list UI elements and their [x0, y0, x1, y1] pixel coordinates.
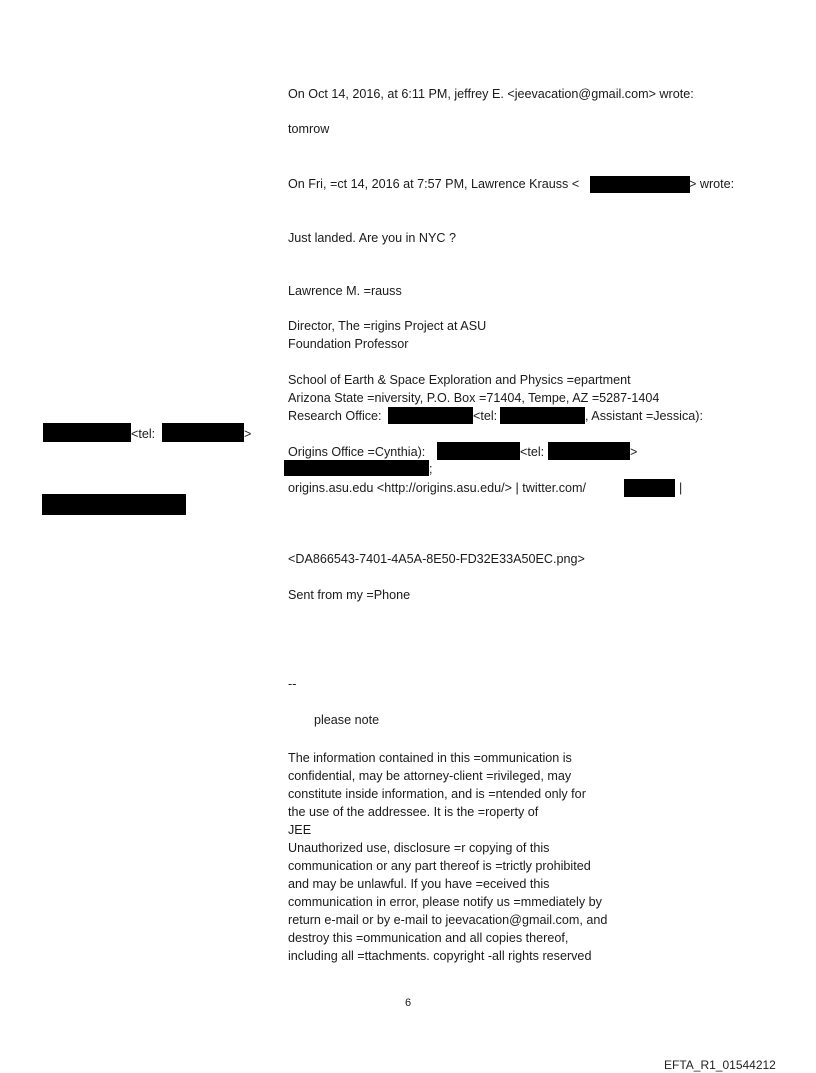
origins-tel-prefix: <tel: [520, 445, 545, 459]
link-separator: | [679, 481, 683, 495]
disclaimer-line: including all =ttachments. copyright -all rights reserved [288, 949, 592, 963]
signature-dash: -- [288, 677, 297, 691]
forward-header: On Oct 14, 2016, at 6:11 PM, jeffrey E. <jeevacation@gmail.com> wrote: [288, 87, 694, 101]
disclaimer-line: the use of the addressee. It is the =roperty of [288, 805, 539, 819]
margin-tel-prefix: <tel: [131, 427, 156, 441]
margin-tel-close: > [244, 427, 252, 441]
signature-address: Arizona State =niversity, P.O. Box =71404, Tempe, AZ =5287-1404 [288, 391, 660, 405]
quoted-header-suffix: > wrote: [689, 177, 735, 191]
disclaimer-line: confidential, may be attorney-client =rivileged, may [288, 769, 572, 783]
disclaimer-line: and may be unlawful. If you have =eceived this [288, 877, 550, 891]
quoted-header-prefix: On Fri, =ct 14, 2016 at 7:57 PM, Lawrence Krauss < [288, 177, 580, 191]
signature-title-2: Foundation Professor [288, 337, 409, 351]
disclaimer-line: communication or any part thereof is =trictly prohibited [288, 859, 591, 873]
origins-office-label: Origins Office =Cynthia): [288, 445, 426, 459]
reply-text: tomrow [288, 122, 330, 136]
note-heading: please note [314, 713, 380, 727]
semicolon: ; [429, 462, 433, 476]
attachment-filename: <DA866543-7401-4A5A-8E50-FD32E33A50EC.png> [288, 552, 585, 566]
signature-title: Director, The =rigins Project at ASU [288, 319, 487, 333]
redaction-bar [388, 407, 473, 424]
origins-web-links: origins.asu.edu <http://origins.asu.edu/> | twitter.com/ [288, 481, 586, 495]
redaction-bar [624, 479, 675, 497]
disclaimer-block [288, 749, 607, 965]
signature-name: Lawrence M. =rauss [288, 284, 402, 298]
signature-department: School of Earth & Space Exploration and Physics =epartment [288, 373, 631, 387]
disclaimer-line: communication in error, please notify us =mmediately by [288, 895, 602, 909]
research-office-suffix: , Assistant =Jessica): [585, 409, 703, 423]
redaction-bar [162, 423, 244, 442]
origins-tel-close: > [630, 445, 638, 459]
disclaimer-line: JEE [288, 823, 312, 837]
redaction-bar [590, 176, 690, 193]
redaction-bar [42, 494, 186, 515]
redaction-bar [284, 460, 429, 476]
page-number: 6 [404, 997, 412, 1009]
disclaimer-line: Unauthorized use, disclosure =r copying of this [288, 841, 550, 855]
message-text: Just landed. Are you in NYC ? [288, 231, 457, 245]
disclaimer-line: The information contained in this =ommunication is [288, 751, 572, 765]
redaction-bar [437, 442, 520, 460]
disclaimer-line: constitute inside information, and is =ntended only for [288, 787, 586, 801]
redaction-bar [500, 407, 585, 424]
disclaimer-line: return e-mail or by e-mail to jeevacation@gmail.com, and [288, 913, 608, 927]
disclaimer-line: destroy this =ommunication and all copies thereof, [288, 931, 569, 945]
sent-from-line: Sent from my =Phone [288, 588, 411, 602]
tel-prefix: <tel: [473, 409, 498, 423]
redaction-bar [43, 423, 131, 442]
redaction-bar [548, 442, 630, 460]
document-id: EFTA_R1_01544212 [664, 1058, 776, 1072]
research-office-label: Research Office: [288, 409, 382, 423]
